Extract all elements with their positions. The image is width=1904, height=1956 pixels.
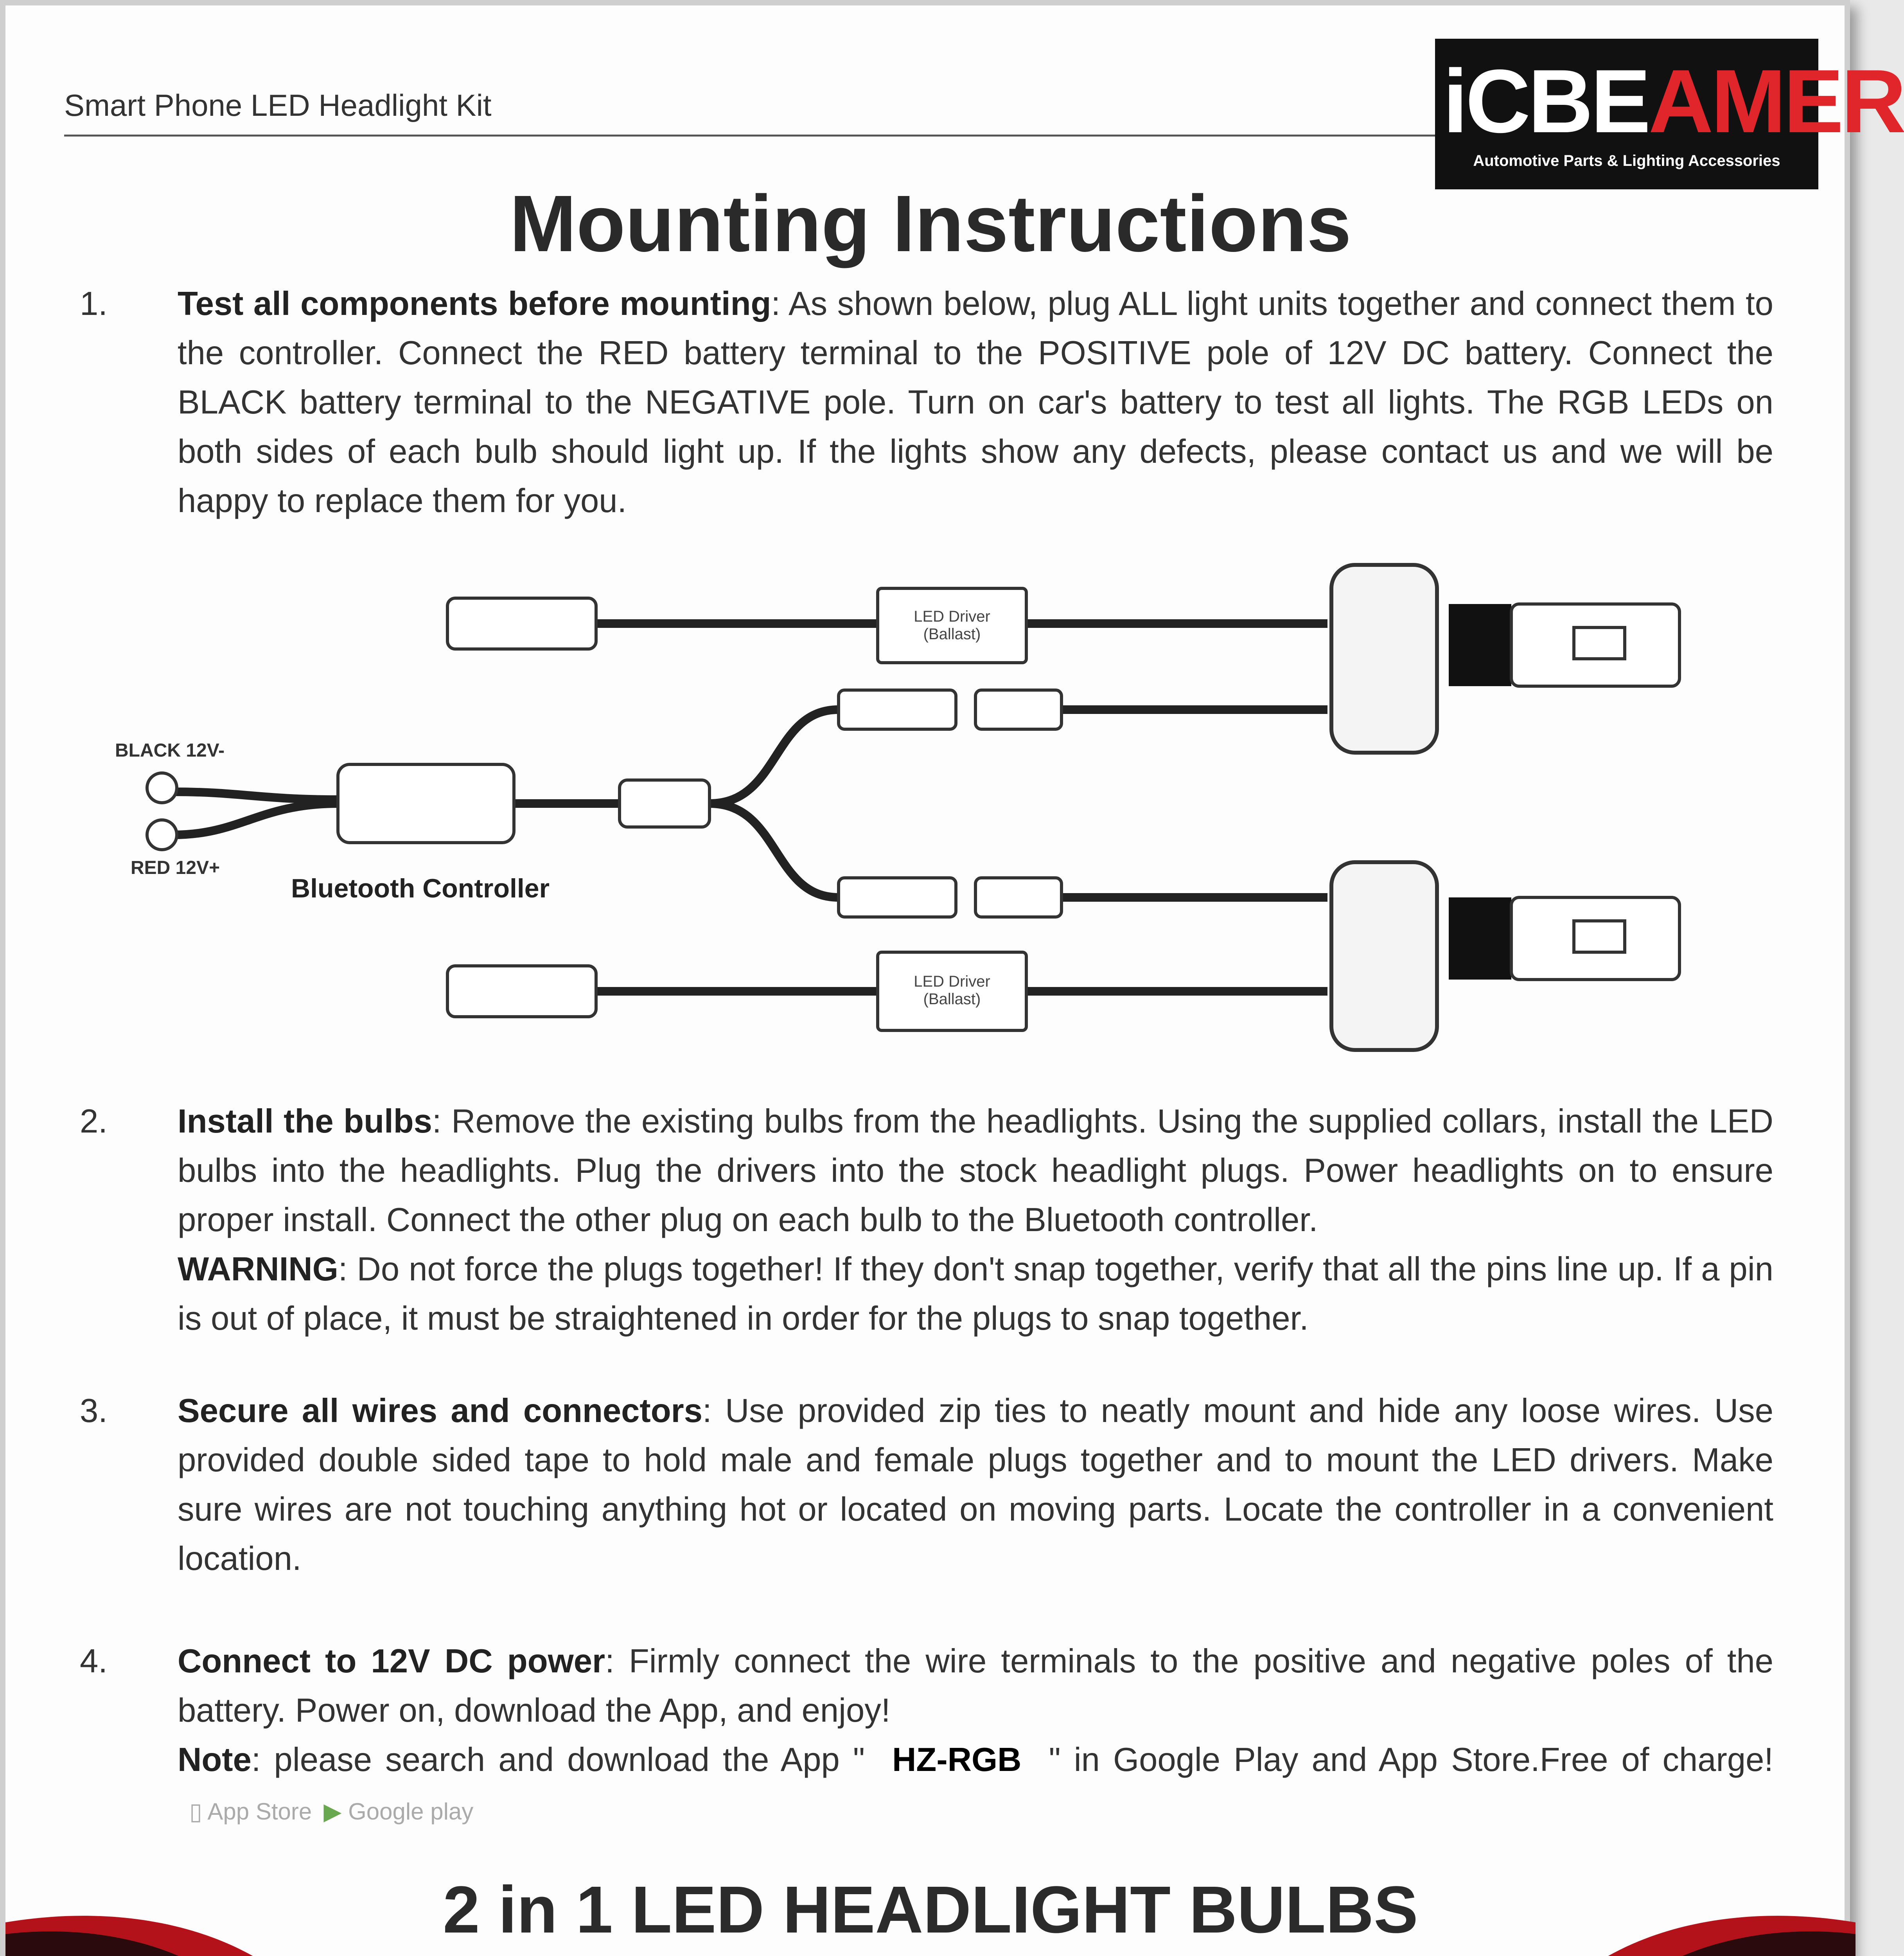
- wire-branch-bottom: [710, 804, 839, 897]
- black-terminal: [147, 773, 177, 803]
- rgb-plug-bottom-a: [839, 878, 956, 917]
- red-car-right-image: [1464, 1903, 1856, 1956]
- step-number: 3.: [80, 1392, 108, 1429]
- wire-red-lead: [174, 804, 338, 835]
- step-lead: Connect to 12V DC power: [178, 1643, 605, 1680]
- step-lead: Secure all wires and connectors: [178, 1392, 702, 1429]
- plug-top-left: [447, 598, 596, 649]
- red-car-left-image: [5, 1903, 397, 1956]
- step-lead: Install the bulbs: [178, 1103, 432, 1140]
- wire-black-lead: [174, 792, 338, 800]
- logo-tagline: Automotive Parts & Lighting Accessories: [1473, 152, 1780, 169]
- black-terminal-label: BLACK 12V-: [115, 740, 225, 761]
- red-terminal-label: RED 12V+: [131, 858, 220, 878]
- step-text: : Remove the existing bulbs from the headlights. Using the supplied collars, install the LED bulbs into the headlights. Plug the drivers into the stock headlight plugs. Power headlights on to ensure proper install. Connect the other plug on each bulb to the Bluetooth controller.: [178, 1103, 1773, 1239]
- wiring-diagram: [5, 545, 1856, 1073]
- red-terminal: [147, 820, 177, 850]
- app-name: HZ-RGB: [892, 1741, 1022, 1778]
- step-number: 4.: [80, 1643, 108, 1680]
- google-play-badge[interactable]: [323, 1787, 473, 1836]
- app-store-label: App Store: [207, 1798, 312, 1825]
- header-rule: [64, 135, 1437, 137]
- splitter-box: [620, 780, 710, 827]
- step-text: : Use provided zip ties to neatly mount and hide any loose wires. Use provided double sided tape to hold male and female plugs together and to mount the LED drivers. Make sure wires are not touching anything hot or located on moving parts. Locate the controller in a convenient location.: [178, 1392, 1773, 1577]
- controller-label: Bluetooth Controller: [291, 874, 550, 903]
- bulb-bottom: [1331, 862, 1679, 1050]
- bulb-top: [1331, 565, 1679, 753]
- logo-text-white: iCBE: [1443, 51, 1649, 151]
- warning-text: : Do not force the plugs together! If they don't snap together, verify that all the pins line up. If a pin is out of place, it must be straightened in order for the plugs to snap together.: [178, 1251, 1773, 1337]
- google-play-label: Google play: [348, 1798, 474, 1825]
- note-text-2: " in Google Play and App Store.Free of charge!: [1049, 1741, 1774, 1778]
- logo-text-red: AMER: [1648, 51, 1904, 151]
- led-bulb-illustration: [5, 1954, 1856, 1956]
- bulbs-section-title: 2 in 1 LED HEADLIGHT BULBS: [443, 1873, 1418, 1947]
- play-icon: ▶: [323, 1798, 342, 1825]
- wire-branch-top: [710, 710, 839, 804]
- brand-logo: [1435, 39, 1904, 189]
- apple-icon: ▯: [189, 1798, 203, 1825]
- rgb-plug-bottom-b: [975, 878, 1062, 917]
- step-text: : As shown below, plug ALL light units together and connect them to the controller. Connect the RED battery terminal to the POSITIVE pole of 12V DC battery. Connect the BLACK battery terminal to the NEGATIVE pole. Turn on car's battery to test all lights. The RGB LEDs on both sides of each bulb should light up. If the lights show any defects, please contact us and we will be happy to replace them for you.: [178, 285, 1773, 520]
- step-number: 1.: [80, 285, 108, 322]
- app-store-badge[interactable]: [189, 1787, 312, 1836]
- driver-label-bottom-1: LED Driver: [914, 973, 990, 990]
- driver-label-bottom-2: (Ballast): [923, 991, 981, 1008]
- step-text: : Firmly connect the wire terminals to the positive and negative poles of the battery. Power on, download the App, and enjoy!: [178, 1643, 1773, 1729]
- note-text-1: : please search and download the App ": [251, 1741, 865, 1778]
- step-number: 2.: [80, 1103, 108, 1140]
- plug-bottom-left: [447, 966, 596, 1017]
- rgb-plug-top-b: [975, 690, 1062, 729]
- rgb-plug-top-a: [839, 690, 956, 729]
- driver-label-top-2: (Ballast): [923, 626, 981, 643]
- warning-lead: WARNING: [178, 1251, 338, 1288]
- page-title: Mounting Instructions: [509, 179, 1352, 268]
- driver-label-top-1: LED Driver: [914, 608, 990, 625]
- step-lead: Test all components before mounting: [178, 285, 771, 322]
- note-lead: Note: [178, 1741, 251, 1778]
- kit-title: Smart Phone LED Headlight Kit: [64, 88, 492, 122]
- bluetooth-controller-box: [338, 764, 514, 843]
